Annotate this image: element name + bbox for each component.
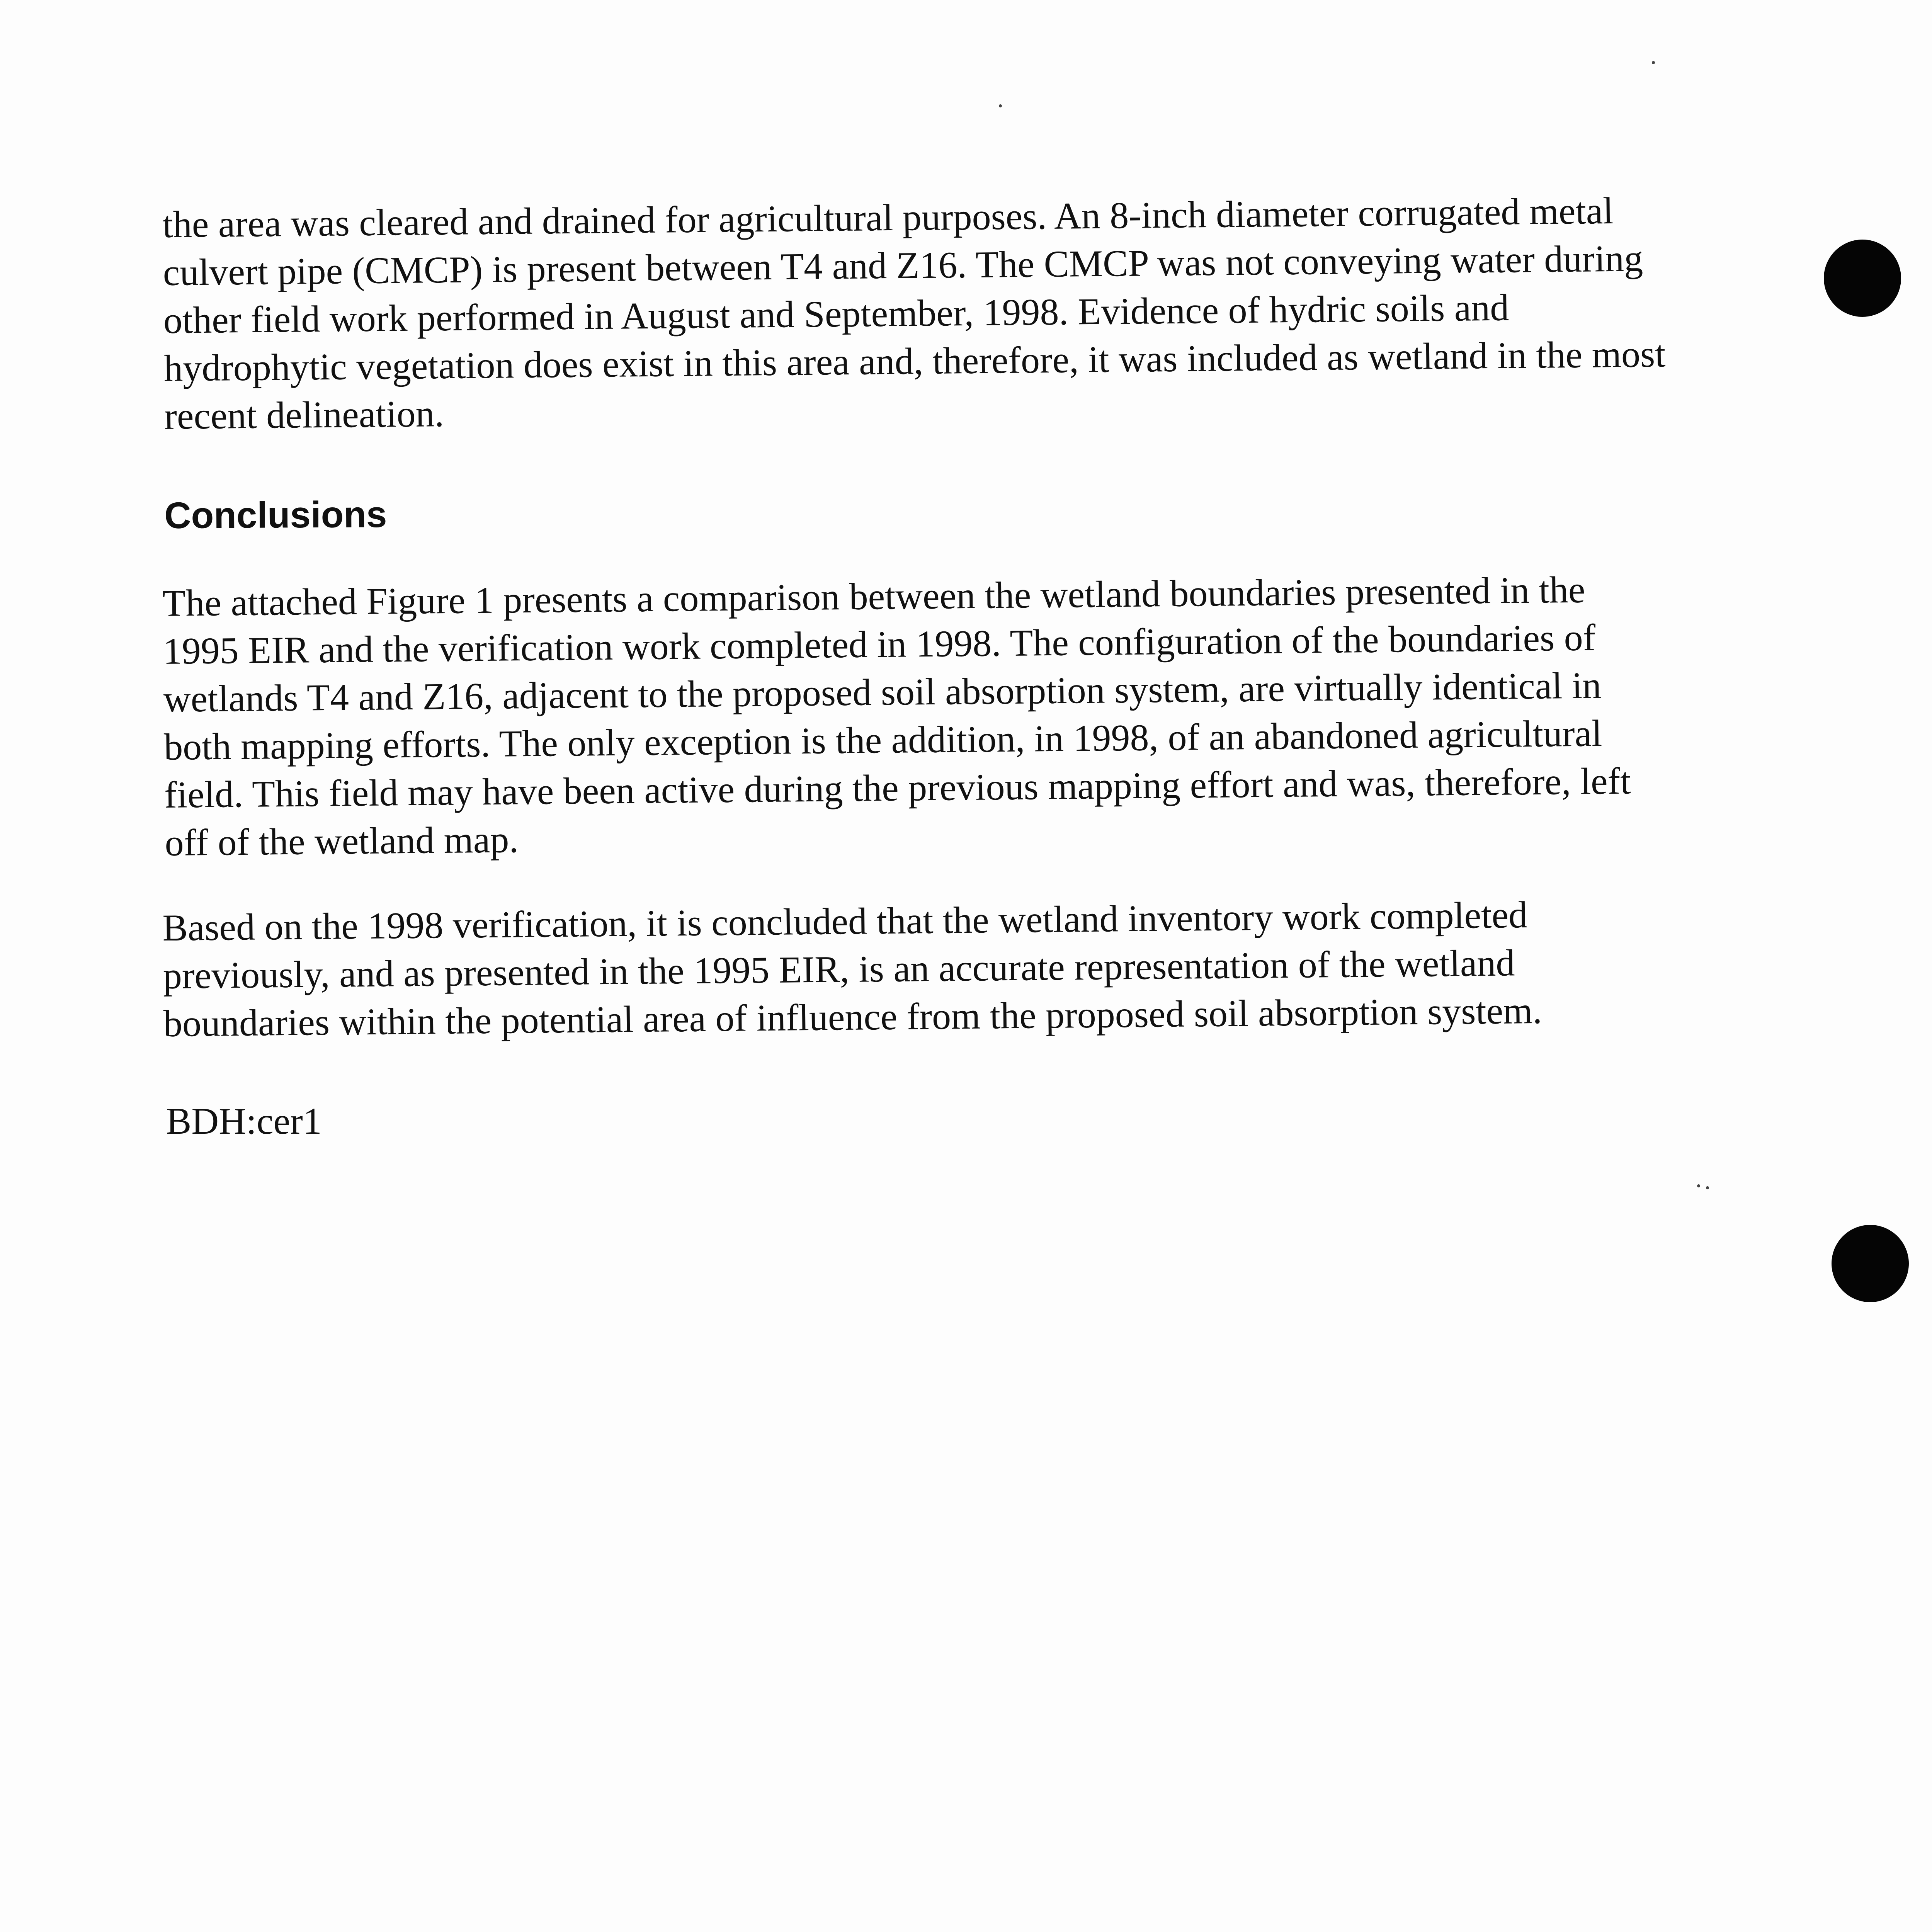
section-heading-conclusions: Conclusions bbox=[164, 493, 387, 536]
scan-speck bbox=[1706, 1186, 1709, 1189]
body-paragraph-figure-comparison: The attached Figure 1 presents a comparison between the wetland boundaries presented in the 1995 EIR and the verification work completed in 1998. The configuration of the boundaries of wetlands T4 and Z16, adjacent to the proposed soil absorption system, are virtually identical in both mapping efforts. The only exception is the addition, in 1998, of an abandoned agricultural field. This field may have been active during the previous mapping effort and was, therefore, left off of the wetland map. bbox=[162, 569, 1631, 864]
scan-speck bbox=[1697, 1184, 1700, 1187]
body-paragraph-intro: the area was cleared and drained for agricultural purposes. An 8-inch diameter corrugated metal culvert pipe (CMCP) is present between T4 and Z16. The CMCP was not conveying water during other field work performed in August and September, 1998. Evidence of hydric soils and hydrophytic vegetation does exist in this area and, therefore, it was included as wetland in the most recent delineation. bbox=[162, 190, 1666, 437]
punch-hole-middle bbox=[1832, 1225, 1909, 1302]
scan-speck bbox=[1652, 61, 1655, 64]
punch-hole-top bbox=[1824, 240, 1901, 317]
scan-speck bbox=[999, 104, 1002, 107]
author-initials: BDH:cer1 bbox=[166, 1100, 322, 1142]
body-paragraph-conclusion: Based on the 1998 verification, it is concluded that the wetland inventory work completed previously, and as presented in the 1995 EIR, is an accurate representation of the wetland boundaries within the potential area of influence from the proposed soil absorption system. bbox=[162, 894, 1543, 1045]
